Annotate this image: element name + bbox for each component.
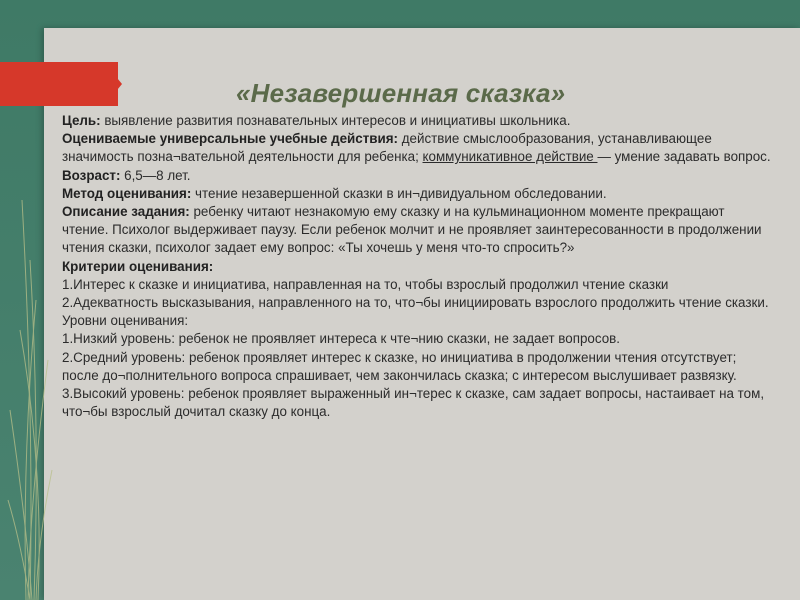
criteria-label: Критерии оценивания: (62, 258, 214, 274)
level-item: 2.Средний уровень: ребенок проявляет интерес к сказке, но инициатива в продолжении чтения отсутствует; после до¬полнительного вопроса спрашивает, чем закончилась сказка; с интересом выслушивает развязку. (62, 349, 737, 383)
actions-paragraph (62, 130, 774, 166)
goal-label: Цель: (62, 113, 101, 128)
criteria-item: 2.Адекватность высказывания, направленного на то, что¬бы инициировать взрослого продолжить чтение сказки. (62, 295, 769, 311)
method-label: Метод оценивания: (62, 185, 192, 201)
slide-title: «Незавершенная сказка» (236, 78, 566, 108)
age-label: Возраст: (62, 167, 121, 183)
criteria-heading (62, 258, 774, 276)
actions-text: действие смыслообразования, устанавливающее значимость позна¬вательной деятельности для ребенка; (62, 131, 712, 165)
slide-body (62, 112, 774, 421)
level-item: 3.Высокий уровень: ребенок проявляет выраженный ин¬терес к сказке, сам задает вопросы, настаивает на том, что¬бы взрослый дочитал сказку до конца. (62, 386, 765, 420)
task-paragraph (62, 203, 774, 258)
title-accent-bar (0, 62, 118, 106)
task-label: Описание задания: (62, 204, 190, 220)
method-paragraph (62, 185, 774, 203)
actions-label: Оцениваемые универсальные учебные действия: (62, 131, 399, 147)
age-paragraph (62, 167, 774, 185)
title-accent-arrow (104, 62, 122, 106)
age-text: 6,5—8 лет. (120, 167, 191, 183)
goal-paragraph (62, 112, 774, 130)
levels-heading: Уровни оценивания: (62, 313, 189, 329)
actions-text2: — умение задавать вопрос. (597, 149, 771, 165)
criteria-item: 1.Интерес к сказке и инициатива, направленная на то, чтобы взрослый продолжил чтение сказки (62, 276, 669, 292)
task-text: ребенку читают незнакомую ему сказку и на кульминационном моменте прекращают чтение. Психолог выдерживает паузу. Если ребенок молчит и не проявляет заинтересованности в продолжении чтения сказки, психолог задает ему вопрос: «Ты хочешь у меня что-то спросить?» (62, 204, 762, 256)
actions-underlined: коммуникативное действие (422, 149, 598, 165)
method-text: чтение незавершенной сказки в ин¬дивидуальном обследовании. (191, 185, 607, 201)
level-item: 1.Низкий уровень: ребенок не проявляет интереса к чте¬нию сказки, не задает вопросов. (62, 331, 620, 347)
goal-text: выявление развития познавательных интересов и инициативы школьника. (100, 113, 571, 128)
